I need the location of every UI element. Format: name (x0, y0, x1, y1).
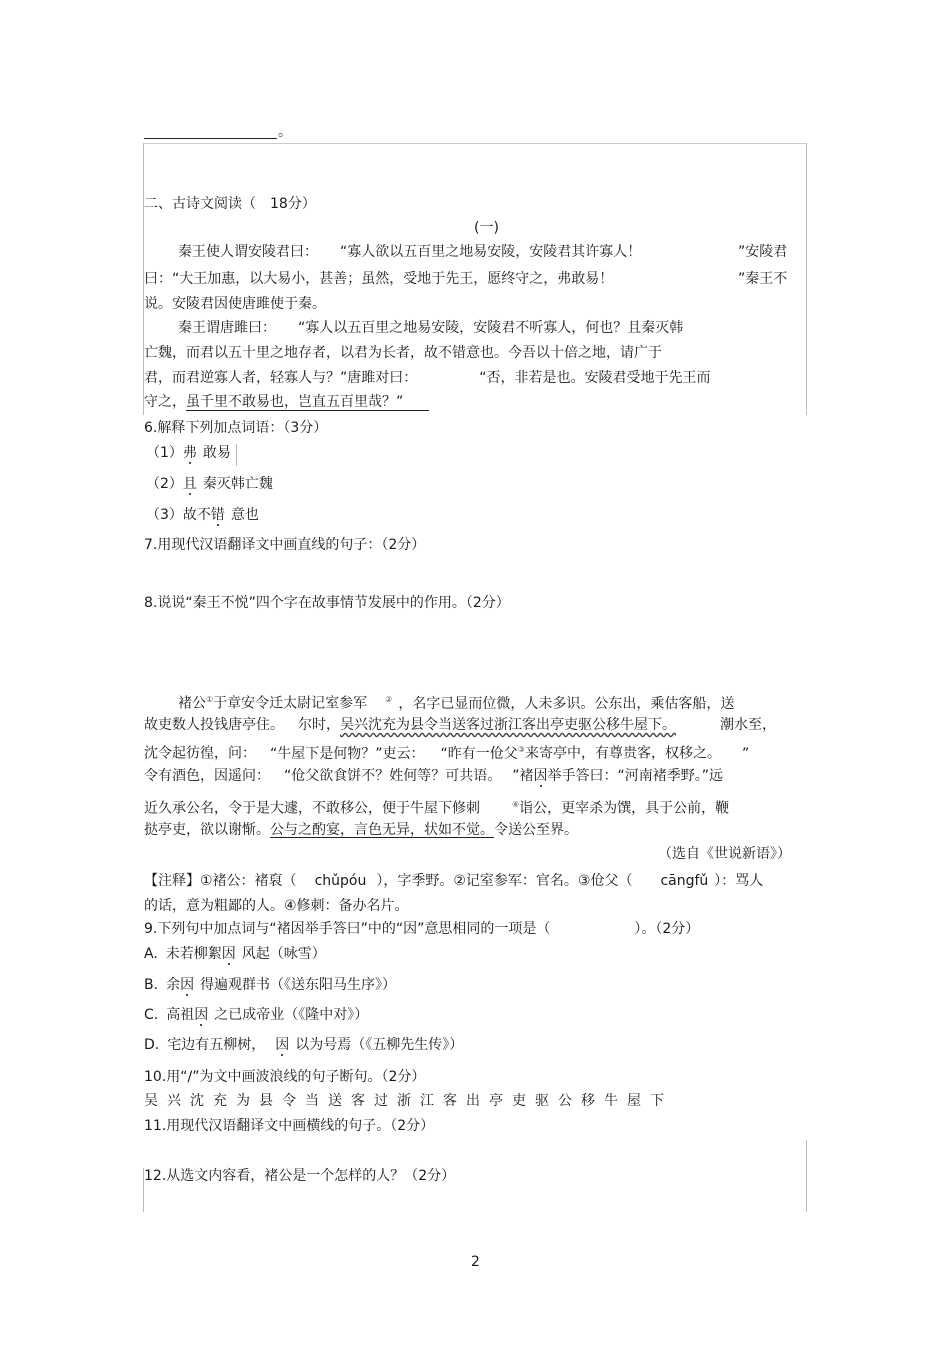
passage1-line-1: 秦王使人谓安陵君曰： “寡人欲以五百里之地易安陵，安陵君其许寡人！ (178, 244, 642, 260)
question-12: 12.从选文内容看，褚公是一个怎样的人？（2分） (144, 1168, 456, 1184)
passage2-line-5: 近久承公名，令于是大遽，不敢移公，便于牛屋下修刺 ④诣公，更宰杀为馔，具于公前，鞭 (144, 800, 730, 817)
passage2-line-3: 沈令起彷徨，问： “牛屋下是何物？”吏云： “昨有一伧父③来寄亭中，有尊贵客，权移之。 ” (144, 745, 750, 762)
question-10-sentence: 吴兴沈充为县令当送客过浙江客出亭吏驱公移牛屋下 (144, 1093, 673, 1109)
passage2-source: （选自《世说新语》） (658, 846, 791, 862)
question-6-title: 6.解释下列加点词语：（3分） (144, 420, 328, 436)
passage1-line-1-end: ”安陵君 (738, 244, 788, 260)
passage2-line-6: 挞亭吏，欲以谢惭。公与之酌宴，言色无异，状如不觉。令送公至界。 (144, 822, 578, 838)
passage2-line-2: 故吏数人投钱唐亭住。 尔时，吴兴沈充为县令当送客过浙江客出亭吏驱公移牛屋下。 潮水至， (144, 717, 776, 733)
question-10-title: 10.用“/”为文中画波浪线的句子断句。（2分） (144, 1069, 426, 1085)
passage2-line-4: 令有酒色，因遥问： “伧父欲食饼不？姓何等？可共语。 ”褚因举手答曰：“河南褚季野。”远 (144, 768, 724, 784)
question-9-option-c: C. 高祖因 之已成帝业（《隆中对》） (144, 1007, 369, 1023)
question-9-option-b: B. 余因 得遍观群书（《送东阳马生序》） (144, 977, 397, 993)
annotation-line-2: 的话，意为粗鄙的人。④修刺：备办名片。 (144, 898, 409, 914)
passage2-line-1: 褚公①于章安令迁太尉记室参军 ② ，名字已显而位微，人未多识。公东出，乘估客船，送 (178, 695, 735, 712)
passage1-line-7: 守之，虽千里不敢易也，岂直五百里哉？” (144, 392, 429, 412)
annotation-line-1: 【注释】①褚公：褚裒（ chǔpóu ），字季野。②记室参军：官名。③伧父（ cāngfǔ ）：骂人 (144, 873, 764, 889)
passage1-line-3: 说。安陵君因使唐雎使于秦。 (144, 296, 326, 312)
question-8: 8.说说“秦王不悦”四个字在故事情节发展中的作用。（2分） (144, 595, 510, 611)
frame-right-line-lower (806, 1140, 807, 1212)
answer-blank-line (144, 124, 277, 139)
section-title: 二、古诗文阅读（ 18分） (144, 196, 316, 212)
passage1-line-6: 君，而君逆寡人者，轻寡人与？”唐雎对曰： “否，非若是也。安陵君受地于先王而 (144, 370, 711, 386)
passage1-line-4: 秦王谓唐雎曰： “寡人以五百里之地易安陵，安陵君不听寡人，何也？且秦灭韩 (178, 320, 684, 336)
question-9-option-d: D. 宅边有五柳树， 因 以为号焉（《五柳先生传》） (144, 1037, 464, 1053)
question-6-item-1: （1）弗 敢易 (146, 445, 231, 461)
question-6-item-3: （3）故不错 意也 (146, 507, 259, 523)
question-9-title: 9.下列句中加点词与“褚因举手答曰”中的“因”意思相同的一项是（ ）。（2分） (144, 921, 700, 937)
page-number: 2 (471, 1254, 480, 1270)
question-9-option-a: A. 未若柳絮因 风起（咏雪） (144, 946, 326, 962)
frame-mark-q6 (236, 444, 237, 466)
passage1-line-2: 曰：“大王加惠，以大易小，甚善；虽然，受地于先王，愿终守之，弗敢易！ (144, 271, 614, 287)
passage1-line-5: 亡魏，而君以五十里之地存者，以君为长者，故不错意也。今吾以十倍之地，请广于 (144, 345, 662, 361)
question-7: 7.用现代汉语翻译文中画直线的句子：（2分） (144, 537, 426, 553)
frame-top-line (144, 143, 807, 144)
part1-heading: (一) (474, 220, 499, 236)
question-11: 11.用现代汉语翻译文中画横线的句子。（2分） (144, 1118, 435, 1134)
frame-right-line (806, 143, 807, 415)
passage1-line-2-end: ”秦王不 (738, 271, 788, 287)
top-period: 。 (278, 124, 292, 140)
question-6-item-2: （2）且 秦灭韩亡魏 (146, 476, 273, 492)
